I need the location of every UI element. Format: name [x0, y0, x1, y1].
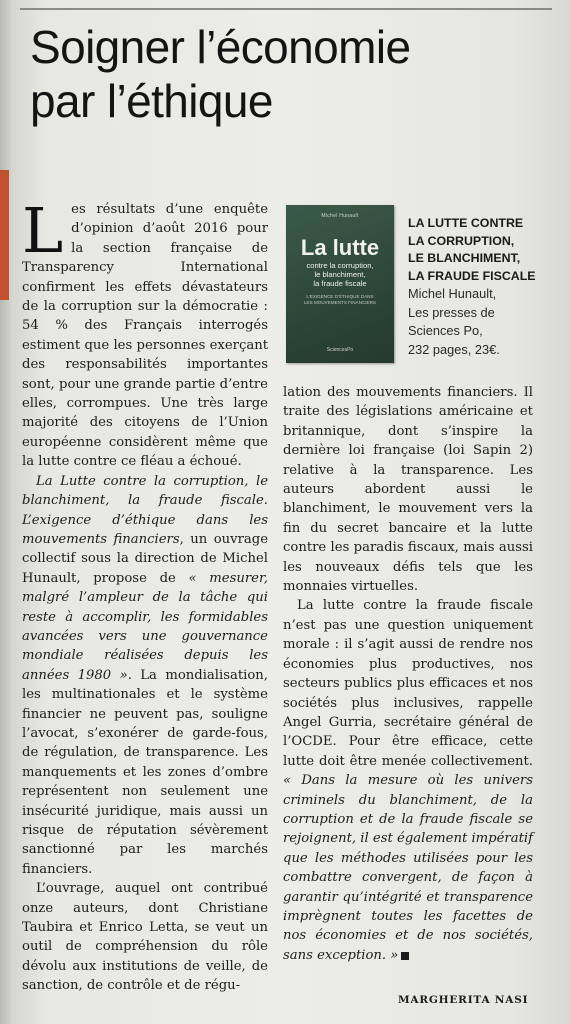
page-fold-edge: [0, 0, 14, 1024]
adjacent-column-color-strip: [0, 170, 9, 300]
book-info-title-line-3: LE BLANCHIMENT,: [408, 251, 521, 265]
headline: [30, 20, 550, 128]
headline-line-1: Soigner l’économie: [30, 21, 411, 73]
paragraph-2-text-a: , un ouvrage collectif sous la direction de Michel Hunault, propose de: [22, 531, 268, 586]
paragraph-4: [283, 596, 533, 965]
quote-italic: « mesurer, malgré l’ampleur de la tâche qui reste à accomplir, les formidables avancées vers une gouvernance mondiale réalisées depuis les années 1980 »: [22, 570, 268, 683]
paragraph-4-text: La lutte contre la fraude fiscale n’est pas une question uniquement morale : il s’agit aussi de rendre nos économies plus productives, nos secteurs publics plus efficaces et nos sociétés plus inclusives, rappelle Angel Gurria, secrétaire général de l’OCDE. Pour être efficace, cette lutte doit être menée collectivement.: [283, 598, 533, 769]
cover-tagline: L’EXIGENCE D’ÉTHIQUE DANS LES MOUVEMENTS FINANCIERS: [304, 294, 376, 305]
paragraph-2-text-b: . La mondialisation, les multinationales et le système financier ne peuvent pas, souligne l’avocat, s’exonérer de garde-fous, de régulation, de transparence. Les manquements et les zones d’ombre représentent non seulement une insécurité juridique, mais aussi un risque de réputation sévèrement sanctionné par les marchés financiers.: [22, 667, 268, 877]
paragraph-1: [22, 194, 268, 472]
book-info-title-line-4: LA FRAUDE FISCALE: [408, 268, 536, 283]
paragraph-3-text-a: L’ouvrage, auquel ont contribué onze auteurs, dont Christiane Taubira et Enrico Letta, se veut un outil de compréhension du rôle dévolu aux institutions de veille, de sanction, de contrôle et de régu: [22, 881, 268, 994]
paragraph-3-part-b: [283, 383, 533, 596]
article-column-2: [283, 383, 533, 965]
cover-authors: Michel Hunault: [321, 213, 359, 219]
book-info-publisher-2: Sciences Po,: [408, 323, 483, 338]
cover-title: La lutte: [300, 235, 380, 260]
top-rule: [20, 8, 552, 10]
closing-quote-italic: « Dans la mesure où les univers criminels du blanchiment, de la corruption et de la fraude fiscale se rejoignent, il est également impératif que les méthodes utilisées pour les combattre convergent, de façon à garantir qu’intégrité et transparence imprègnent toutes les facettes de nos économies et de nos sociétés, sans exception. »: [283, 773, 533, 963]
book-info-title: [408, 215, 558, 285]
paragraph-1-text: es résultats d’une enquête d’opinion d’août 2016 pour la section française de Transparency International confirment les effets dévastateurs de la corruption sur la démocratie : 54 % des Français interrogés estiment que les personnes exerçant des responsabilités importantes sont, pour une grande partie d’entre elles, corrompues. Une très large majorité des citoyens de l’Union européenne considèrent même que la lutte contre ce fléau a échoué.: [22, 202, 268, 470]
author-byline: MARGHERITA NASI: [398, 994, 529, 1006]
paragraph-2: [22, 472, 268, 880]
book-title-italic: La Lutte contre la corruption, le blanchiment, la fraude fiscale. L’exigence d’éthique dans les mouvements financiers: [22, 473, 268, 547]
headline-line-2: par l’éthique: [30, 75, 273, 127]
book-cover-image: [286, 205, 394, 363]
article-column-1: [22, 194, 268, 996]
paragraph-3-text-b: lation des mouvements financiers. Il traite des législations américaine et britannique, dont s’inspire la dernière loi française (loi Sapin 2) relative à la transparence. Les auteurs abordent aussi le blanchiment, le mouvement vers la fin du secret bancaire et la lutte contre les paradis fiscaux, mais aussi les nouveaux défis tels que les monnaies virtuelles.: [283, 385, 533, 595]
cover-subtitle-line-1: contre la corruption,: [306, 261, 374, 270]
book-info-title-line-2: LA CORRUPTION,: [408, 233, 515, 248]
cover-publisher-logo: SciencesPo: [326, 347, 354, 353]
drop-cap: L: [22, 194, 64, 267]
book-info-author: Michel Hunault,: [408, 286, 497, 301]
end-of-article-square-icon: [401, 952, 409, 960]
book-info-publisher-1: Les presses de: [408, 304, 495, 320]
cover-subtitle: [290, 261, 390, 288]
cover-subtitle-line-2: le blanchiment,: [314, 270, 366, 279]
book-info-box: [408, 215, 558, 359]
book-info-details: 232 pages, 23€.: [408, 341, 500, 357]
book-info-title-line-1: LA LUTTE CONTRE: [408, 216, 524, 230]
cover-subtitle-line-3: la fraude fiscale: [313, 279, 367, 288]
paragraph-3-part-a: L’ouvrage, auquel ont contribué onze auteurs, dont Christiane Taubira et Enrico Letta, se veut un outil de compréhension du rôle dévolu aux institutions de veille, de sanction, de contrôle et de régu-: [22, 881, 268, 994]
